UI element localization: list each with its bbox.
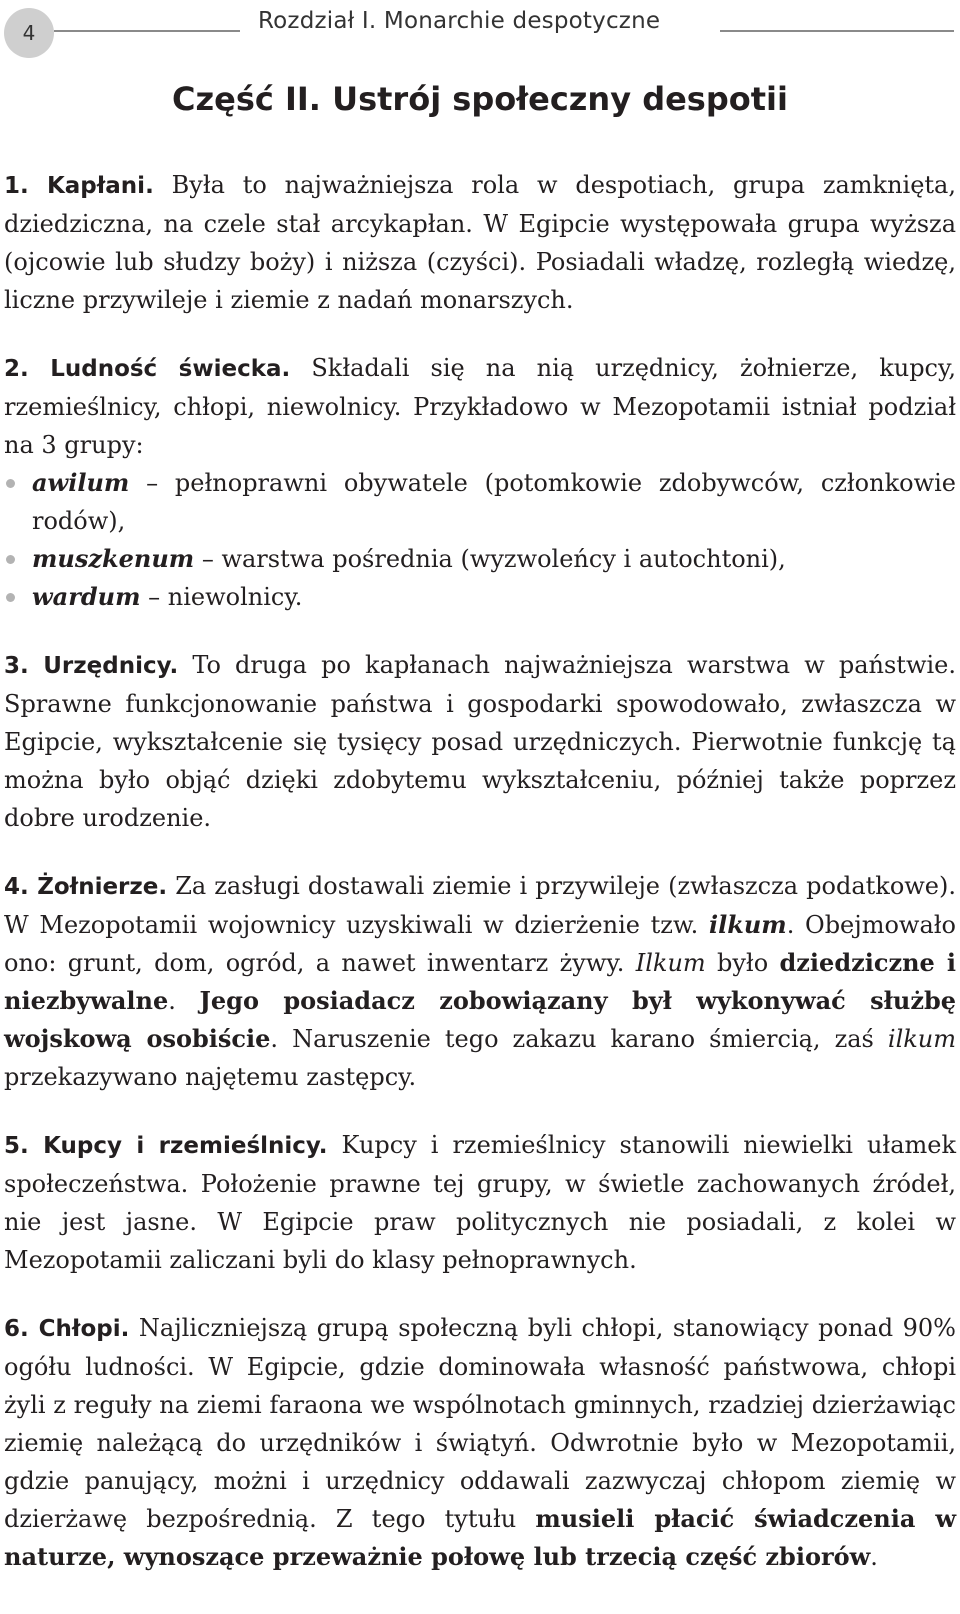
term-ilkum: ilkum: [887, 1025, 956, 1053]
section-ludnosc-swiecka: [4, 349, 956, 616]
section-text: przekazywano najętemu zastępcy.: [4, 1063, 417, 1091]
section-text: było: [705, 949, 780, 977]
section-text: Składali się na nią urzędnicy, żołnierze, kupcy, rzemieślnicy, chłopi, niewolnicy. Przykładowo w Mezopotamii istniał podział na 3 grupy:: [4, 354, 956, 459]
section-heading: 6. Chłopi.: [4, 1316, 130, 1342]
section-heading: 1. Kapłani.: [4, 173, 154, 199]
list-text: – warstwa pośrednia (wyzwoleńcy i autochtoni),: [194, 545, 786, 573]
header-rule-left: [54, 30, 240, 32]
section-heading: 2. Ludność świecka.: [4, 356, 291, 382]
section-text: Kupcy i rzemieślnicy stanowili niewielki ułamek społeczeństwa. Położenie prawne tej grupy, w świetle zachowanych źródeł, nie jest jasne. W Egipcie praw politycznych nie posiadali, z kolei w Mezopotamii zaliczani byli do klasy pełnoprawnych.: [4, 1131, 957, 1274]
section-kupcy: [4, 1126, 956, 1279]
section-kaplani: [4, 166, 956, 319]
section-urzednicy: [4, 646, 956, 837]
header-rule-right: [720, 30, 954, 32]
section-text: Najliczniejszą grupą społeczną byli chłopi, stanowiący ponad 90% ogółu ludności. W Egipcie, gdzie dominowała własność państwowa, chłopi żyli z reguły na ziemi faraona we wspólnotach gminnych, rzadziej dzierżawiąc ziemię należącą do urzędników i świątyń. Odwrotnie było w Mezopotamii, gdzie panujący, możni i urzędnicy oddawali zazwyczaj chłopom ziemię w dzierżawę bezpośrednią. Z tego tytułu: [4, 1314, 956, 1533]
section-text: To druga po kapłanach najważniejsza warstwa w państwie. Sprawne funkcjonowanie państwa i gospodarki spowodowało, zwłaszcza w Egipcie, wykształcenie się tysięcy posad urzędniczych. Pierwotnie funkcję tą można było objąć dzięki zdobytemu wykształceniu, później także poprzez dobre urodzenie.: [4, 651, 956, 832]
section-heading: 4. Żołnierze.: [4, 874, 168, 900]
page-header: [0, 0, 960, 60]
section-text: .: [870, 1543, 878, 1571]
list-term: wardum: [32, 582, 141, 611]
list-text: – niewolnicy.: [140, 583, 303, 611]
list-item: [4, 464, 956, 540]
list-item: [4, 540, 956, 578]
section-zolnierze: [4, 867, 956, 1096]
section-heading: 5. Kupcy i rzemieślnicy.: [4, 1133, 328, 1159]
section-text: .: [168, 987, 200, 1015]
list-text: – pełnoprawni obywatele (potomkowie zdobywców, członkowie rodów),: [32, 469, 956, 535]
social-groups-list: [4, 464, 956, 616]
part-title: Część II. Ustrój społeczny despotii: [172, 80, 788, 118]
term-ilkum: Ilkum: [635, 949, 706, 977]
section-heading: 3. Urzędnicy.: [4, 653, 179, 679]
running-head: Rozdział I. Monarchie despotyczne: [258, 8, 661, 34]
list-term: awilum: [32, 468, 130, 497]
section-text: Była to najważniejsza rola w despotiach, grupa zamknięta, dziedziczna, na czele stał arcykapłan. W Egipcie występowała grupa wyższa (ojcowie lub słudzy boży) i niższa (czyści). Posiadali władzę, rozległą wiedzę, liczne przywileje i ziemie z nadań monarszych.: [4, 171, 956, 314]
emphasis-text: Jego posiadacz zobowiązany był wykonywać służbę wojskową osobiście: [4, 986, 956, 1053]
list-item: [4, 578, 956, 616]
section-text: Za zasługi dostawali ziemie i przywileje (zwłaszcza podatkowe). W Mezopotamii wojownicy uzyskiwali w dzierżenie tzw.: [4, 872, 957, 939]
page-number: 4: [4, 8, 54, 58]
emphasis-text: dziedziczne i niezbywalne: [4, 948, 956, 1015]
page-body: [4, 166, 956, 1576]
section-text: . Naruszenie tego zakazu karano śmiercią, zaś: [270, 1025, 888, 1053]
section-text: . Obejmowało ono: grunt, dom, ogród, a nawet inwentarz żywy.: [4, 911, 956, 977]
list-term: muszkenum: [32, 544, 195, 573]
term-ilkum: ilkum: [708, 910, 787, 939]
section-chlopi: [4, 1309, 956, 1576]
emphasis-text: musieli płacić świadczenia w naturze, wynoszące przeważnie połowę lub trzecią część zbiorów: [4, 1504, 956, 1571]
